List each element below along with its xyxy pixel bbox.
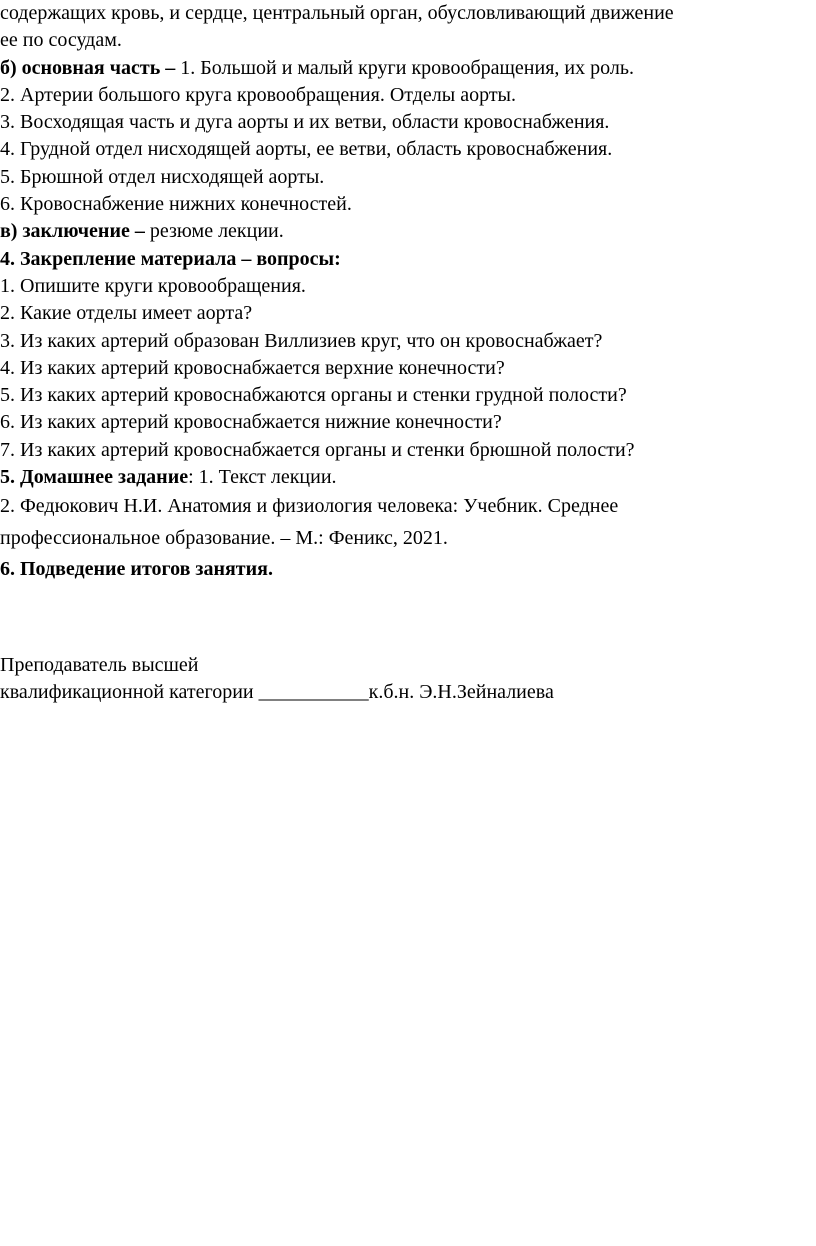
homework-line <box>0 464 816 491</box>
signature-line-1: Преподаватель высшей <box>0 654 199 676</box>
main-part-label: б) основная часть – <box>0 56 176 79</box>
homework-label: 5. Домашнее задание <box>0 466 189 489</box>
summary-heading: 6. Подведение итогов занятия. <box>0 557 273 580</box>
question-item: 2. Какие отделы имеет аорта? <box>0 302 253 325</box>
intro-line-2: ее по сосудам. <box>0 29 122 52</box>
signature-line-2: квалификационной категории ___________к.б.н. Э.Н.Зейналиева <box>0 681 554 704</box>
question-item: 3. Из каких артерий образован Виллизиев круг, что он кровоснабжает? <box>0 329 603 352</box>
homework-item-2-line-2: профессиональное образование. – М.: Феникс, 2021. <box>0 526 448 549</box>
conclusion-text: резюме лекции. <box>144 220 284 243</box>
intro-line-1: содержащих кровь, и сердце, центральный орган, обусловливающий движение <box>0 2 674 24</box>
question-item: 6. Из каких артерий кровоснабжается нижние конечности? <box>0 411 502 434</box>
conclusion-line <box>0 218 816 245</box>
question-item: 5. Из каких артерий кровоснабжаются органы и стенки грудной полости? <box>0 384 627 407</box>
main-part-first-item: 1. Большой и малый круги кровообращения, их роль. <box>175 56 634 79</box>
conclusion-label: в) заключение – <box>0 220 145 243</box>
signature-block <box>0 652 816 707</box>
homework-first-item: : 1. Текст лекции. <box>188 466 337 489</box>
question-item: 1. Опишите круги кровообращения. <box>0 274 306 297</box>
main-part-line <box>0 55 816 82</box>
question-item: 4. Из каких артерий кровоснабжается верхние конечности? <box>0 356 505 379</box>
homework-item-2-line-1: 2. Федюкович Н.И. Анатомия и физиология человека: Учебник. Среднее <box>0 495 619 518</box>
lecture-plan-text <box>0 0 816 583</box>
main-part-item: 6. Кровоснабжение нижних конечностей. <box>0 193 352 216</box>
main-part-item: 5. Брюшной отдел нисходящей аорты. <box>0 165 325 188</box>
main-part-item: 2. Артерии большого круга кровообращения. Отделы аорты. <box>0 83 516 106</box>
main-part-item: 4. Грудной отдел нисходящей аорты, ее ветви, область кровоснабжения. <box>0 138 613 161</box>
consolidation-heading: 4. Закрепление материала – вопросы: <box>0 247 341 270</box>
main-part-item: 3. Восходящая часть и дуга аорты и их ветви, области кровоснабжения. <box>0 111 610 134</box>
question-item: 7. Из каких артерий кровоснабжается органы и стенки брюшной полости? <box>0 438 635 461</box>
